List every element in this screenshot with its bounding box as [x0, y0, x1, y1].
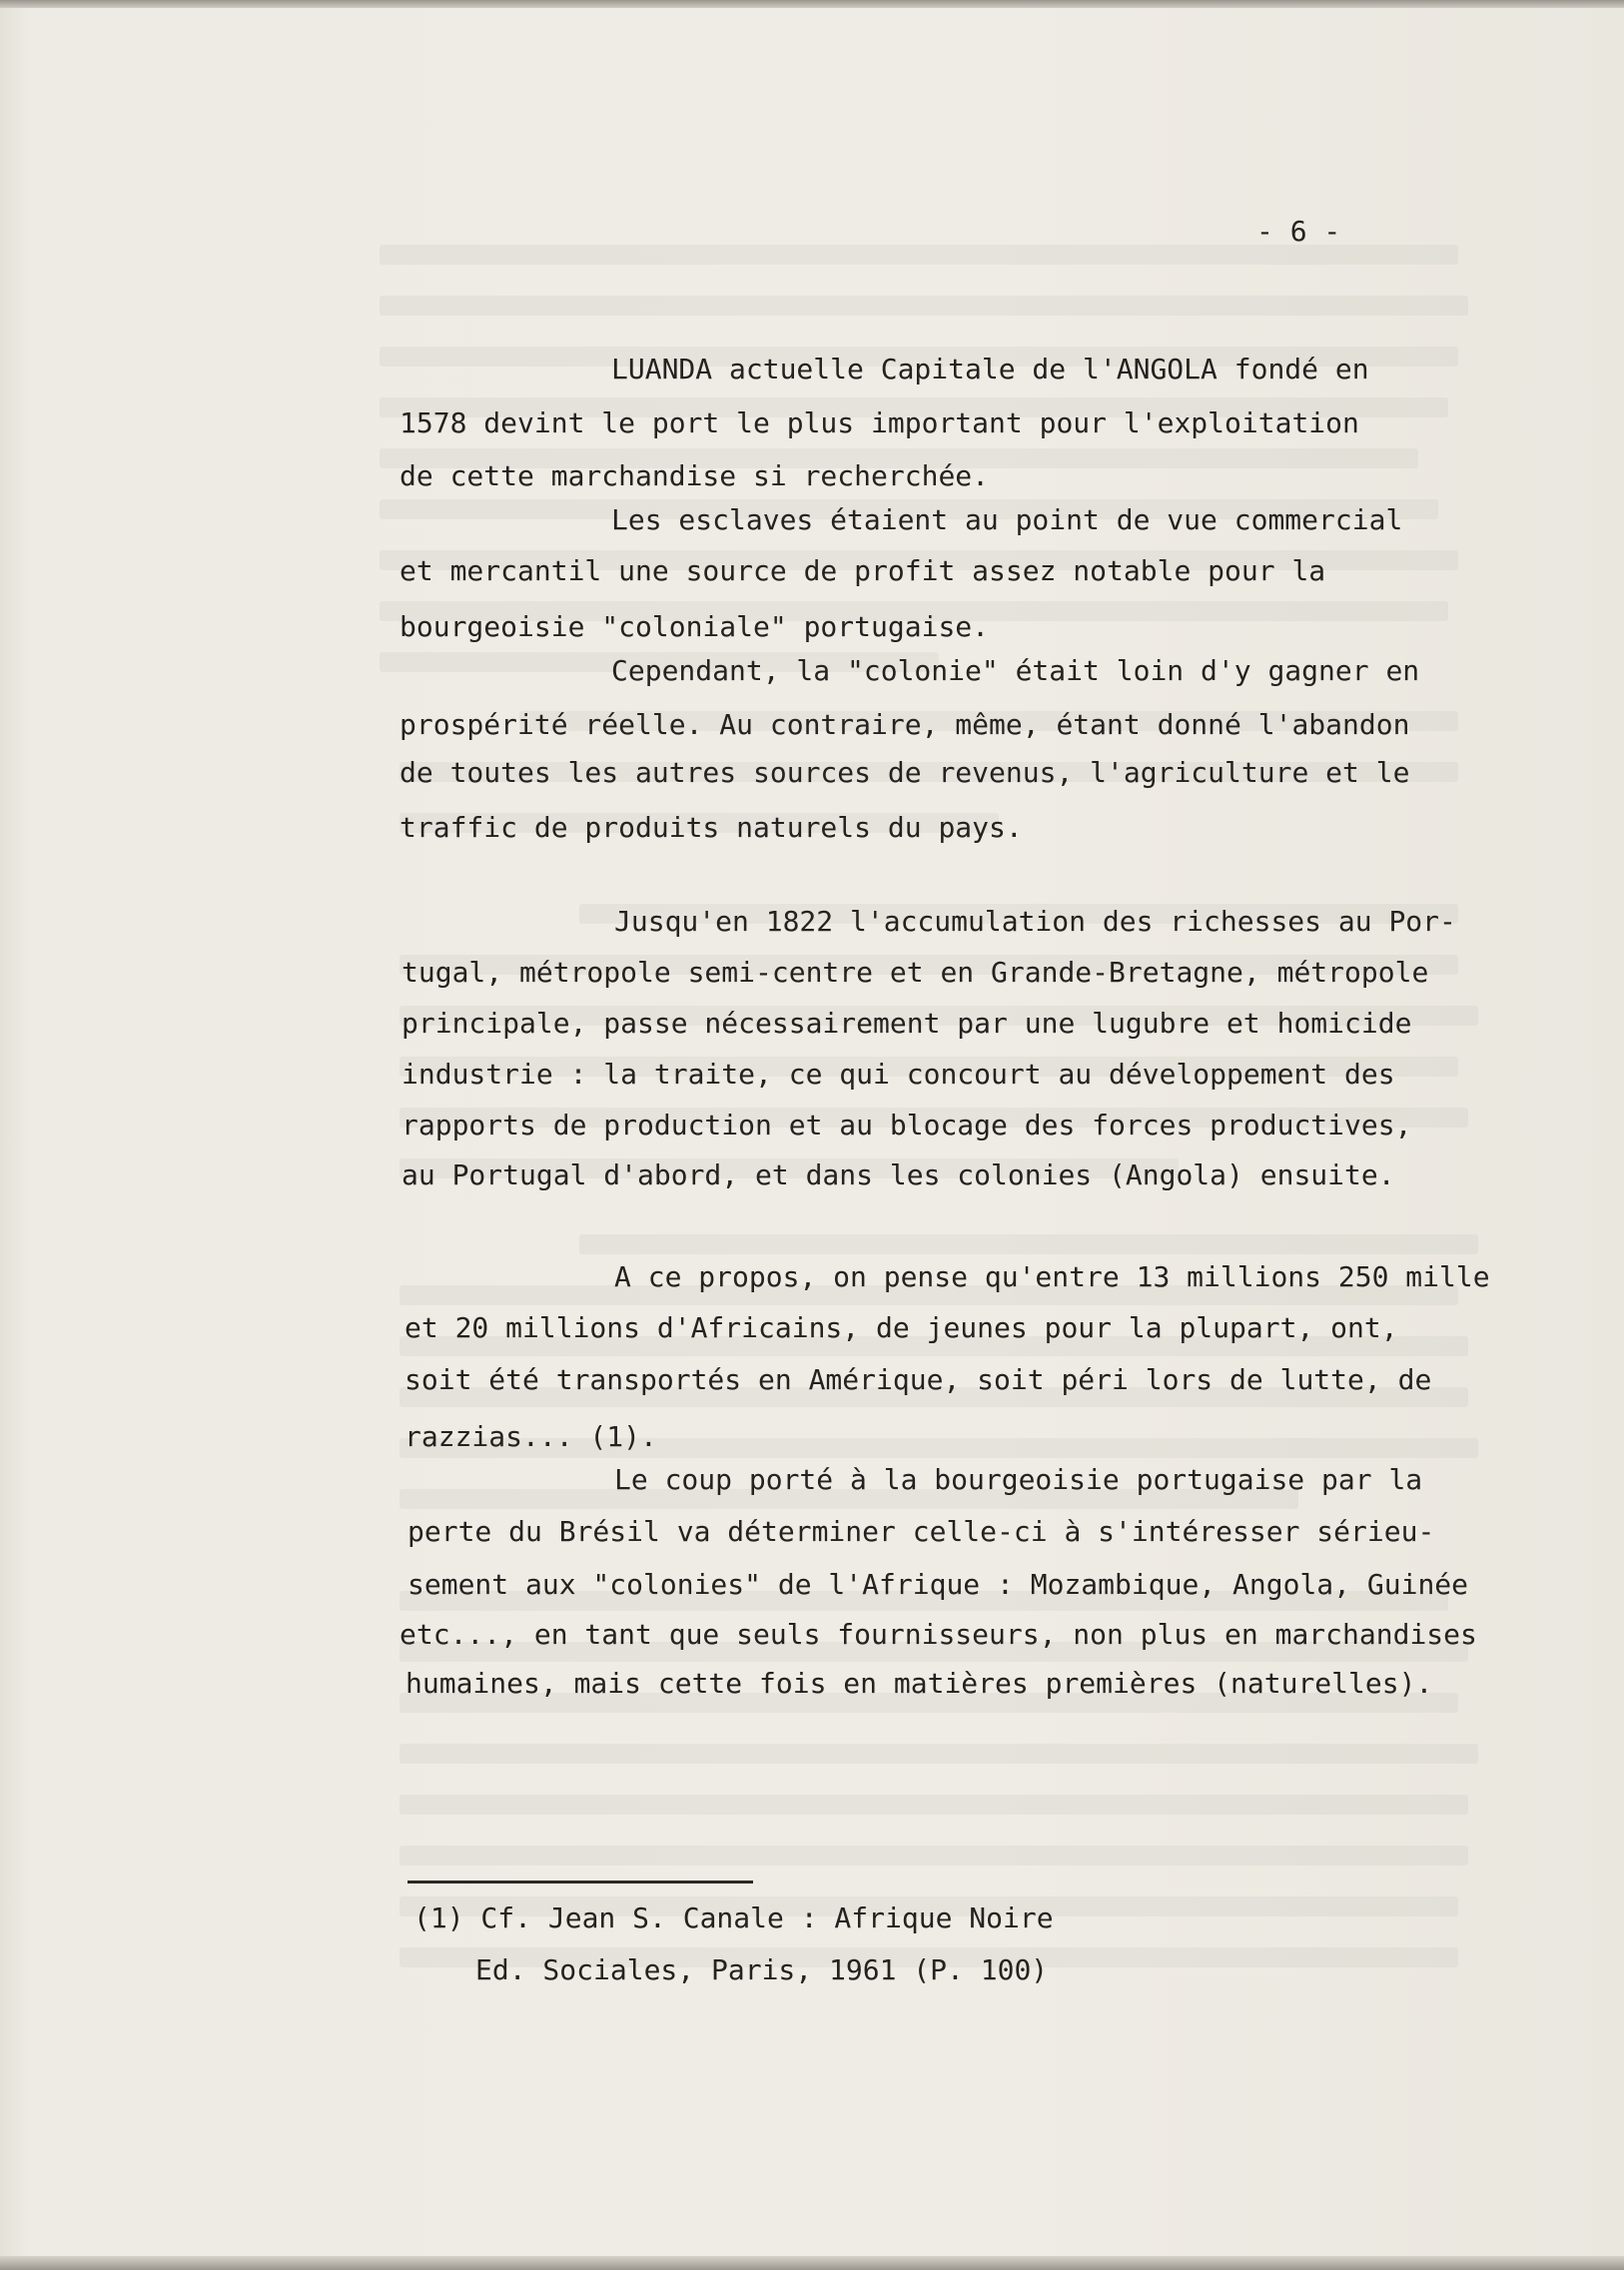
text-line: humaines, mais cette fois en matières premières (naturelles). — [406, 1667, 1433, 1700]
text-line: Cependant, la "colonie" était loin d'y gagner en — [611, 654, 1420, 687]
text-line: perte du Brésil va déterminer celle-ci à s'intéresser sérieu- — [407, 1515, 1435, 1548]
text-line: Le coup porté à la bourgeoisie portugaise par la — [614, 1463, 1423, 1496]
scan-bottom-edge — [0, 2256, 1624, 2270]
text-line: de cette marchandise si recherchée. — [400, 459, 990, 492]
text-line: A ce propos, on pense qu'entre 13 millions 250 mille — [614, 1260, 1490, 1293]
text-line: bourgeoisie "coloniale" portugaise. — [400, 610, 990, 643]
scan-top-edge — [0, 0, 1624, 8]
text-line: au Portugal d'abord, et dans les colonies (Angola) ensuite. — [402, 1158, 1395, 1191]
text-line: etc..., en tant que seuls fournisseurs, non plus en marchandises — [400, 1618, 1477, 1651]
text-line: traffic de produits naturels du pays. — [400, 811, 1023, 844]
text-line: principale, passe nécessairement par une lugubre et homicide — [402, 1007, 1412, 1040]
text-line: prospérité réelle. Au contraire, même, étant donné l'abandon — [400, 708, 1410, 741]
text-line: de toutes les autres sources de revenus, l'agriculture et le — [400, 756, 1410, 789]
footnote-separator — [407, 1881, 753, 1884]
page-number: - 6 - — [1256, 215, 1341, 248]
text-line: razzias... (1). — [405, 1420, 657, 1453]
text-line: sement aux "colonies" de l'Afrique : Mozambique, Angola, Guinée — [407, 1568, 1469, 1601]
text-line: rapports de production et au blocage des forces productives, — [402, 1109, 1412, 1141]
text-line: LUANDA actuelle Capitale de l'ANGOLA fondé en — [611, 353, 1369, 385]
footnote-line: (1) Cf. Jean S. Canale : Afrique Noire — [413, 1901, 1054, 1934]
text-line: soit été transportés en Amérique, soit péri lors de lutte, de — [405, 1363, 1432, 1396]
text-line: et 20 millions d'Africains, de jeunes pour la plupart, ont, — [405, 1311, 1398, 1344]
text-line: 1578 devint le port le plus important pour l'exploitation — [400, 406, 1359, 439]
text-line: Jusqu'en 1822 l'accumulation des richesses au Por- — [614, 905, 1456, 938]
text-line: Les esclaves étaient au point de vue commercial — [611, 503, 1403, 536]
footnote-line: Ed. Sociales, Paris, 1961 (P. 100) — [475, 1953, 1049, 1986]
text-line: industrie : la traite, ce qui concourt au développement des — [402, 1058, 1395, 1091]
text-line: tugal, métropole semi-centre et en Grande-Bretagne, métropole — [402, 956, 1429, 989]
text-line: et mercantil une source de profit assez notable pour la — [400, 554, 1326, 587]
